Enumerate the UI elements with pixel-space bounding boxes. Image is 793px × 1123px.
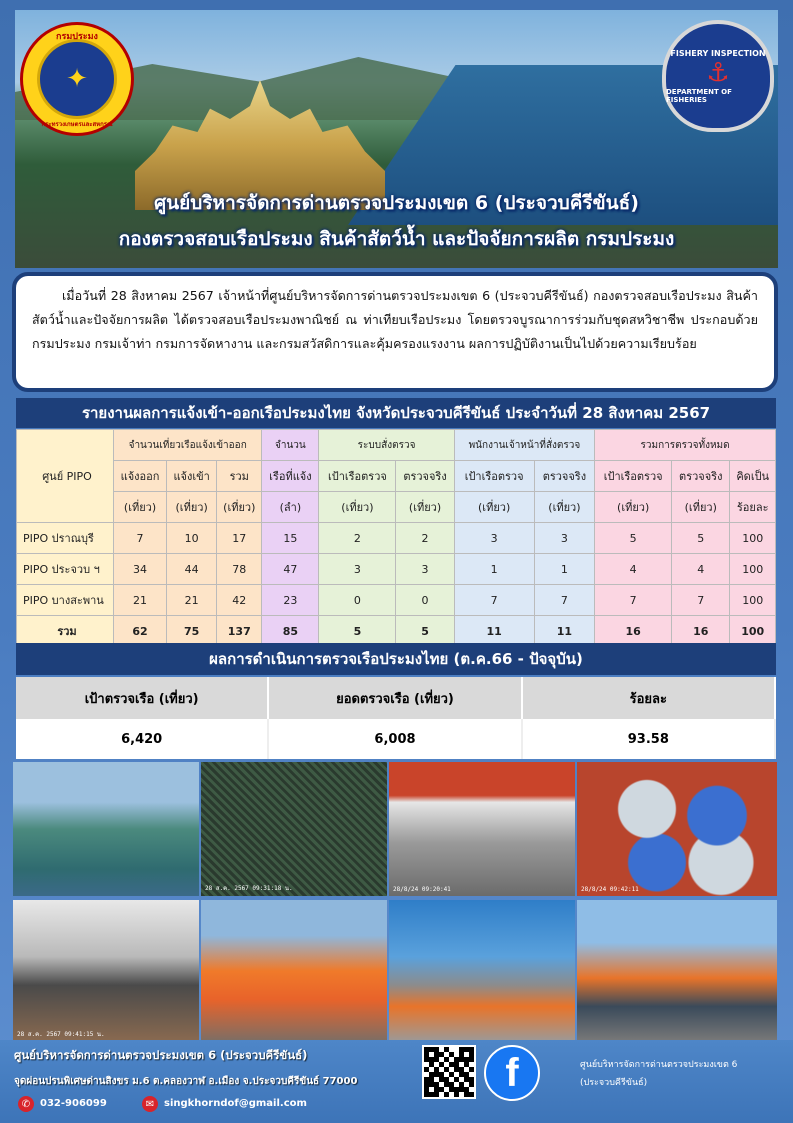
total-total-target: 16 bbox=[595, 616, 672, 647]
logo-right-top: FISHERY INSPECTION bbox=[670, 48, 766, 58]
cell-out: 7 bbox=[114, 523, 167, 554]
photo-crew-group bbox=[577, 900, 777, 1042]
cell-total-target: 5 bbox=[595, 523, 672, 554]
u-percent: ร้อยละ bbox=[730, 492, 776, 523]
footer-email[interactable]: singkhorndof@gmail.com bbox=[164, 1098, 307, 1109]
department-of-fisheries-logo bbox=[20, 22, 134, 136]
emblem-icon: ✦ bbox=[37, 39, 117, 119]
total-order-actual: 5 bbox=[396, 616, 454, 647]
cell-sum: 17 bbox=[217, 523, 262, 554]
cell-order-actual: 2 bbox=[396, 523, 454, 554]
u-sum: (เที่ยว) bbox=[217, 492, 262, 523]
facebook-icon[interactable]: f bbox=[484, 1045, 540, 1101]
table-unit-row bbox=[17, 492, 776, 523]
footer-address: จุดผ่อนปรนพิเศษด่านสิงขร ม.6 ต.คลองวาฬ อ.เมือง จ.ประจวบคีรีขันธ์ 77000 bbox=[14, 1076, 358, 1087]
u-staff-actual: (เที่ยว) bbox=[534, 492, 595, 523]
table-header-row bbox=[17, 430, 776, 461]
cell-order-actual: 0 bbox=[396, 585, 454, 616]
header-title-line1: ศูนย์บริหารจัดการด่านตรวจประมงเขต 6 (ประจวบคีรีขันธ์) bbox=[154, 192, 639, 214]
photo-fishing-net bbox=[201, 762, 387, 896]
cell-total-target: 4 bbox=[595, 554, 672, 585]
cell-order-target: 2 bbox=[319, 523, 396, 554]
result-percent-value: 93.58 bbox=[523, 719, 776, 759]
table-row bbox=[17, 523, 776, 554]
h-sum: รวม bbox=[217, 461, 262, 492]
u-order-target: (เที่ยว) bbox=[319, 492, 396, 523]
photo-stamp: 28 ส.ค. 2567 09:41:15 น. bbox=[17, 1031, 105, 1038]
cell-staff-target: 7 bbox=[454, 585, 534, 616]
total-out: 62 bbox=[114, 616, 167, 647]
cell-percent: 100 bbox=[730, 523, 776, 554]
h-out: แจ้งออก bbox=[114, 461, 167, 492]
cell-staff-actual: 3 bbox=[534, 523, 595, 554]
cell-total-actual: 5 bbox=[672, 523, 730, 554]
h-order-target: เป้าเรือตรวจ bbox=[319, 461, 396, 492]
total-staff-actual: 11 bbox=[534, 616, 595, 647]
result-actual-value: 6,008 bbox=[269, 719, 522, 759]
table-subheader-row bbox=[17, 461, 776, 492]
row-name: PIPO ประจวบ ฯ bbox=[17, 554, 114, 585]
h-percent: คิดเป็น bbox=[730, 461, 776, 492]
table-row bbox=[17, 554, 776, 585]
email-icon: ✉ bbox=[142, 1096, 158, 1112]
u-order-actual: (เที่ยว) bbox=[396, 492, 454, 523]
photo-stamp: 28 ส.ค. 2567 09:31:18 น. bbox=[205, 885, 293, 892]
report-title: รายงานผลการแจ้งเข้า-ออกเรือประมงไทย จังหวัดประจวบคีรีขันธ์ ประจำวันที่ 28 สิงหาคม 2567 bbox=[16, 398, 776, 428]
total-label: รวม bbox=[17, 616, 114, 647]
u-boats: (ลำ) bbox=[262, 492, 319, 523]
cell-total-actual: 4 bbox=[672, 554, 730, 585]
cell-order-target: 3 bbox=[319, 554, 396, 585]
group-staff: พนักงานเจ้าหน้าที่สั่งตรวจ bbox=[454, 430, 595, 461]
summary-paragraph: เมื่อวันที่ 28 สิงหาคม 2567 เจ้าหน้าที่ศูนย์บริหารจัดการด่านตรวจประมงเขต 6 (ประจวบคีรีขันธ์) กองตรวจสอบเรือประมง สินค้าสัตว์น้ำและปัจจัยการผลิต ได้ตรวจสอบเรือประมงพาณิชย์ ณ ท่าเทียบเรือประมง โดยตรวจบูรณาการร่วมกับชุดสหวิชาชีพ ประกอบด้วย กรมประมง กรมเจ้าท่า กรมการจัดหางาน และกรมสวัสดิการและคุ้มครองแรงงาน ผลการปฏิบัติงานเป็นไปด้วยความเรียบร้อย bbox=[12, 272, 778, 392]
h-total-target: เป้าเรือตรวจ bbox=[595, 461, 672, 492]
cell-staff-target: 1 bbox=[454, 554, 534, 585]
photo-collage bbox=[13, 762, 777, 1042]
total-in: 75 bbox=[167, 616, 217, 647]
photo-document-check bbox=[13, 900, 199, 1042]
phone-icon: ✆ bbox=[18, 1096, 34, 1112]
h-staff-target: เป้าเรือตรวจ bbox=[454, 461, 534, 492]
col-center: ศูนย์ PIPO bbox=[17, 430, 114, 523]
h-boats: เรือที่แจ้ง bbox=[262, 461, 319, 492]
cell-order-target: 0 bbox=[319, 585, 396, 616]
group-total: รวมการตรวจทั้งหมด bbox=[595, 430, 776, 461]
photo-fish-hold bbox=[389, 762, 575, 896]
facebook-page-line2: (ประจวบคีรีขันธ์) bbox=[580, 1078, 648, 1088]
report-table bbox=[16, 429, 776, 647]
result-target-value: 6,420 bbox=[16, 719, 269, 759]
group-order: ระบบสั่งตรวจ bbox=[319, 430, 454, 461]
u-out: (เที่ยว) bbox=[114, 492, 167, 523]
logo-left-subtext: กระทรวงเกษตรและสหกรณ์ bbox=[41, 121, 113, 128]
fishery-inspection-logo bbox=[662, 20, 774, 132]
group-count: จำนวน bbox=[262, 430, 319, 461]
u-total-target: (เที่ยว) bbox=[595, 492, 672, 523]
cell-out: 34 bbox=[114, 554, 167, 585]
logo-right-bottom: DEPARTMENT OF FISHERIES bbox=[666, 87, 732, 104]
photo-fish-containers bbox=[577, 762, 777, 896]
u-staff-target: (เที่ยว) bbox=[454, 492, 534, 523]
cell-sum: 78 bbox=[217, 554, 262, 585]
cell-boats: 47 bbox=[262, 554, 319, 585]
footer bbox=[0, 1040, 793, 1123]
fish-icon: ⚓ bbox=[706, 57, 730, 88]
h-total-actual: ตรวจจริง bbox=[672, 461, 730, 492]
total-order-target: 5 bbox=[319, 616, 396, 647]
cell-staff-actual: 1 bbox=[534, 554, 595, 585]
cell-percent: 100 bbox=[730, 585, 776, 616]
total-staff-target: 11 bbox=[454, 616, 534, 647]
facebook-page-name[interactable] bbox=[580, 1056, 737, 1092]
facebook-page-line1: ศูนย์บริหารจัดการด่านตรวจประมงเขต 6 bbox=[580, 1060, 738, 1070]
total-percent: 100 bbox=[730, 616, 776, 647]
row-name: PIPO บางสะพาน bbox=[17, 585, 114, 616]
photo-stamp: 28/8/24 09:42:11 bbox=[581, 886, 639, 893]
photo-crew-lifejackets bbox=[201, 900, 387, 1042]
cell-total-target: 7 bbox=[595, 585, 672, 616]
result-title: ผลการดำเนินการตรวจเรือประมงไทย (ต.ค.66 - ปัจจุบัน) bbox=[16, 643, 776, 675]
table-row bbox=[17, 585, 776, 616]
cell-sum: 42 bbox=[217, 585, 262, 616]
cell-out: 21 bbox=[114, 585, 167, 616]
photo-fishing-boat bbox=[13, 762, 199, 896]
footer-org: ศูนย์บริหารจัดการด่านตรวจประมงเขต 6 (ประจวบคีรีขันธ์) bbox=[14, 1048, 308, 1062]
cell-in: 21 bbox=[167, 585, 217, 616]
u-total-actual: (เที่ยว) bbox=[672, 492, 730, 523]
photo-crew-lineup bbox=[389, 900, 575, 1042]
h-in: แจ้งเข้า bbox=[167, 461, 217, 492]
cell-staff-target: 3 bbox=[454, 523, 534, 554]
logo-left-text: กรมประมง bbox=[56, 32, 98, 42]
cell-in: 44 bbox=[167, 554, 217, 585]
header-title-line2: กองตรวจสอบเรือประมง สินค้าสัตว์น้ำ และปัจจัยการผลิต กรมประมง bbox=[118, 228, 675, 250]
cell-boats: 23 bbox=[262, 585, 319, 616]
total-sum: 137 bbox=[217, 616, 262, 647]
total-boats: 85 bbox=[262, 616, 319, 647]
cell-boats: 15 bbox=[262, 523, 319, 554]
row-name: PIPO ปราณบุรี bbox=[17, 523, 114, 554]
header-titles bbox=[15, 188, 778, 254]
qr-code-icon[interactable] bbox=[422, 1045, 476, 1099]
cell-staff-actual: 7 bbox=[534, 585, 595, 616]
result-percent-header: ร้อยละ bbox=[523, 677, 776, 719]
footer-phone: 032-906099 bbox=[40, 1098, 107, 1109]
h-staff-actual: ตรวจจริง bbox=[534, 461, 595, 492]
group-trips: จำนวนเที่ยวเรือแจ้งเข้าออก bbox=[114, 430, 262, 461]
table-total-row bbox=[17, 616, 776, 647]
cell-percent: 100 bbox=[730, 554, 776, 585]
result-table bbox=[16, 677, 776, 759]
cell-total-actual: 7 bbox=[672, 585, 730, 616]
result-target-header: เป้าตรวจเรือ (เที่ยว) bbox=[16, 677, 269, 719]
result-actual-header: ยอดตรวจเรือ (เที่ยว) bbox=[269, 677, 522, 719]
cell-in: 10 bbox=[167, 523, 217, 554]
cell-order-actual: 3 bbox=[396, 554, 454, 585]
total-total-actual: 16 bbox=[672, 616, 730, 647]
h-order-actual: ตรวจจริง bbox=[396, 461, 454, 492]
u-in: (เที่ยว) bbox=[167, 492, 217, 523]
photo-stamp: 28/8/24 09:20:41 bbox=[393, 886, 451, 893]
